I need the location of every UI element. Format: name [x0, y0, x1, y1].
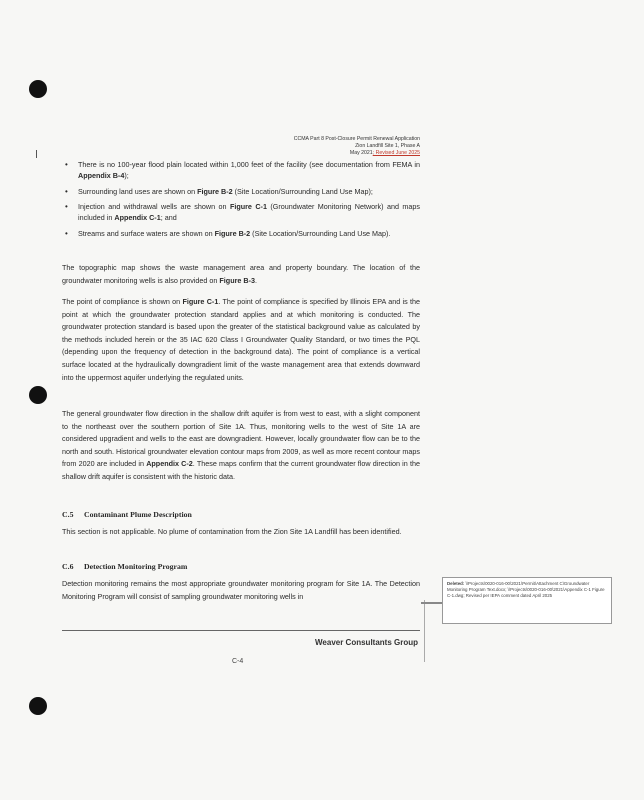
paragraph-topographic-map: The topographic map shows the waste management area and property boundary. The location of the groundwater monitoring wells is also provided on Figure B-3. [62, 263, 420, 285]
comment-text: \\Projects\0020-016-00\2021\Permit\Attachment C\Groundwater Monitoring Program Text.docx; \\Projects\0020-016-00\2021\Appendix C-1 Figure C-1.dwg; Revised per IEPA comment dated April 2025 [447, 581, 605, 598]
list-item: • There is no 100-year flood plain located within 1,000 feet of the facility (see documentation from FEMA in Appendix B-4); [62, 160, 420, 182]
section-heading-c6: C.6 Detection Monitoring Program [62, 562, 188, 571]
document-header [294, 136, 420, 157]
page-number: C-4 [232, 658, 244, 665]
header-line-3 [294, 150, 420, 157]
paragraph-plume: This section is not applicable. No plume of contamination from the Zion Site 1A Landfill has been identified. [62, 527, 402, 536]
punch-hole-bottom [29, 697, 47, 715]
footer-rule [62, 630, 420, 631]
punch-hole-middle [29, 386, 47, 404]
deleted-comment-balloon[interactable] [442, 577, 612, 624]
margin-tick [36, 150, 37, 158]
section-heading-c5: C.5 Contaminant Plume Description [62, 510, 192, 519]
paragraph-point-of-compliance: The point of compliance is shown on Figure C-1. The point of compliance is specified by Illinois EPA and is the point at which the groundwater protection standard applies and at which monitoring is conducted. The groundwater protection standard is based upon the greater of the statistical background value as calculated by the methods included herein or the 35 IAC 620 Class I Groundwater Quality Standard, or two times the PQL (depending upon the frequency of detection in the background data). The point of compliance is a vertical surface located at the hydraulically downgradient limit of the waste management area that extends downward into the uppermost aquifer underlying the regulated units. [62, 297, 420, 382]
footer-firm-name: Weaver Consultants Group [315, 638, 418, 647]
revision-margin-line [424, 600, 425, 662]
header-date: May 2021 [349, 150, 373, 156]
bullet-list [62, 160, 420, 245]
list-item: • Injection and withdrawal wells are shown on Figure C-1 (Groundwater Monitoring Network) and maps included in Appendix C-1; and [62, 202, 420, 224]
header-revision: ; Revised June 2025 [372, 150, 420, 156]
comment-leader-line [421, 602, 442, 604]
paragraph-groundwater-flow: The general groundwater flow direction in the shallow drift aquifer is from west to east, with a slight component to the northeast over the southern portion of Site 1A. Thus, monitoring wells to the west of Site 1A are considered upgradient and wells to the east are downgradient. However, locally groundwater flow can be to the north and south. Historical groundwater elevation contour maps from 2009, as well as more recent contour maps from 2020 are included in Appendix C-2. These maps confirm that the current groundwater flow direction in the shallow drift aquifer is consistent with the historic data. [62, 409, 420, 481]
list-item: • Streams and surface waters are shown on Figure B-2 (Site Location/Surrounding Land Use Map). [62, 229, 420, 240]
comment-label: Deleted: [447, 581, 465, 586]
header-line-2: Zion Landfill Site 1, Phase A [355, 143, 420, 149]
paragraph-detection-monitoring: Detection monitoring remains the most appropriate groundwater monitoring program for Site 1A. The Detection Monitoring Program will consist of sampling groundwater monitoring wells in [62, 579, 420, 601]
header-line-1: CCMA Part 8 Post-Closure Permit Renewal Application [293, 136, 420, 142]
list-item: • Surrounding land uses are shown on Figure B-2 (Site Location/Surrounding Land Use Map); [62, 187, 420, 198]
punch-hole-top [29, 80, 47, 98]
